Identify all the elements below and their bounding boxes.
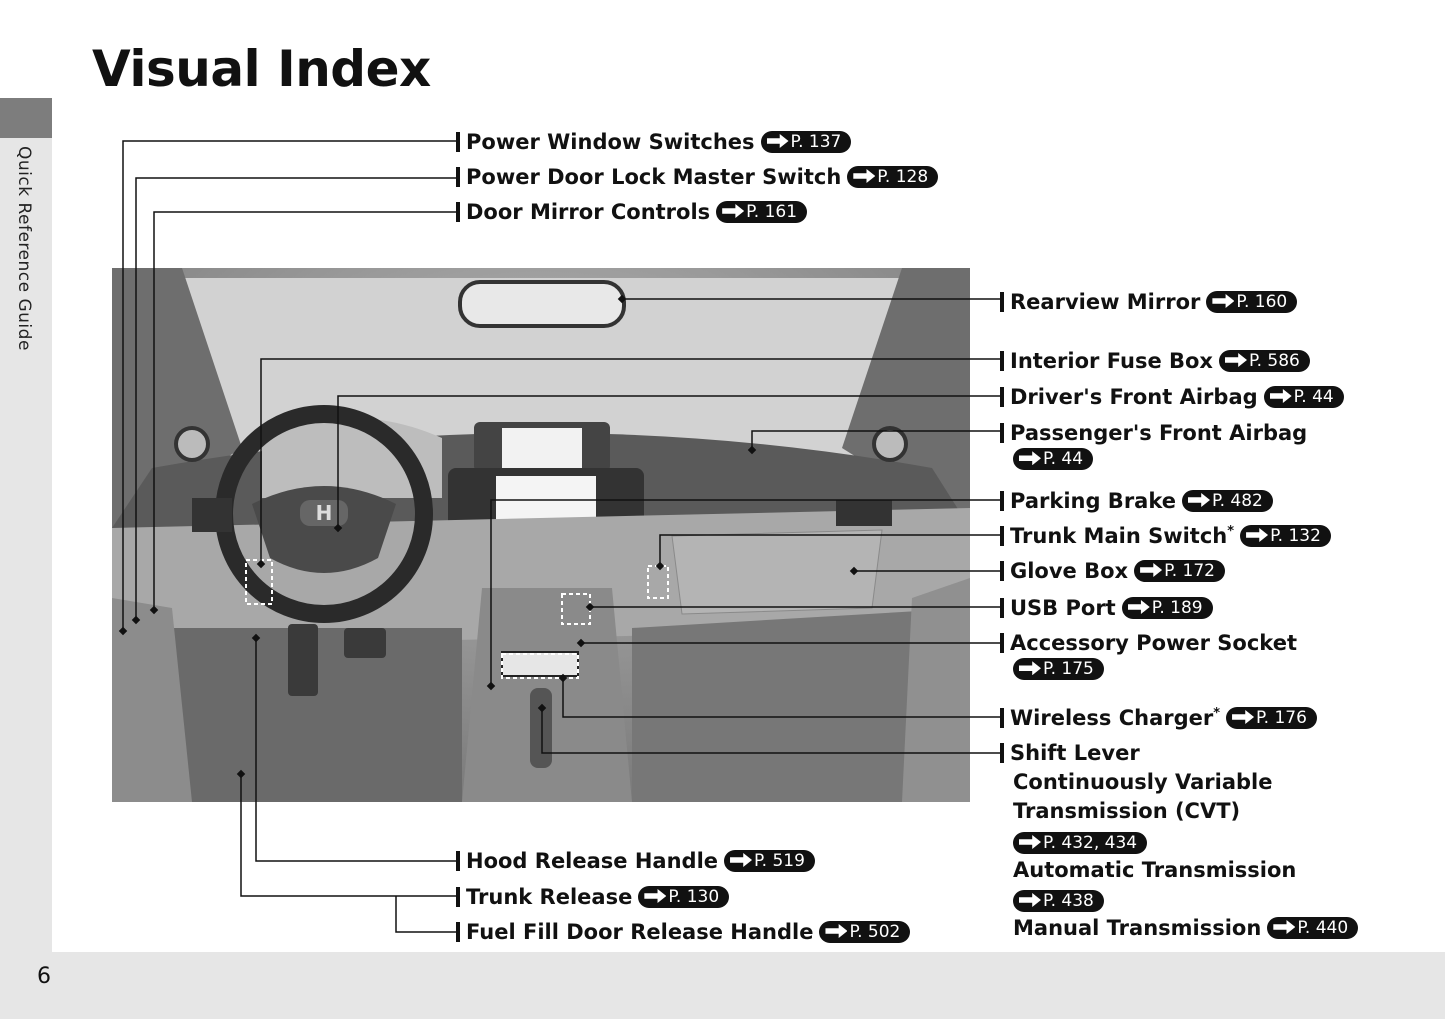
arrow-icon	[1019, 893, 1041, 907]
page-ref-link[interactable]: P. 161	[716, 201, 807, 223]
arrow-icon	[644, 889, 666, 903]
arrow-icon	[1019, 451, 1041, 465]
callout-label: Hood Release Handle	[466, 849, 719, 873]
callout-label: Glove Box	[1010, 559, 1129, 583]
arrow-icon	[767, 134, 789, 148]
callout-accessory-power-socket	[1000, 630, 1297, 683]
callout-hood-release-handle	[456, 848, 815, 874]
arrow-icon	[1246, 528, 1268, 542]
callout-label: Passenger's Front Airbag	[1010, 421, 1308, 445]
callout-trunk-main-switch	[1000, 523, 1331, 549]
brand-logo: H	[315, 501, 333, 525]
callout-label: Interior Fuse Box	[1010, 349, 1213, 373]
callout-rearview-mirror	[1000, 289, 1297, 315]
page-ref-link[interactable]: P. 482	[1182, 490, 1273, 512]
manual-transmission-row	[1013, 914, 1358, 943]
arrow-icon	[730, 853, 752, 867]
arrow-icon	[722, 204, 744, 218]
callout-drivers-front-airbag	[1000, 384, 1344, 410]
page-ref-link[interactable]: P. 44	[1264, 386, 1344, 408]
page-ref-link[interactable]: P. 440	[1267, 917, 1358, 939]
callout-power-door-lock-master-switch	[456, 164, 938, 190]
page-ref-link[interactable]: P. 432, 434	[1013, 832, 1147, 854]
page-ref-link[interactable]: P. 132	[1240, 525, 1331, 547]
cvt-label-line2: Transmission (CVT)	[1013, 799, 1241, 823]
callout-shift-lever	[1000, 740, 1140, 766]
callout-label: USB Port	[1010, 596, 1116, 620]
page-ref-link[interactable]: P. 586	[1219, 350, 1310, 372]
callout-power-window-switches	[456, 129, 851, 155]
callout-label: Wireless Charger	[1010, 706, 1214, 730]
callout-label: Fuel Fill Door Release Handle	[466, 920, 814, 944]
callout-wireless-charger	[1000, 705, 1317, 731]
page-ref-link[interactable]: P. 172	[1134, 560, 1225, 582]
page-ref-link[interactable]: P. 44	[1013, 448, 1093, 470]
arrow-icon	[1270, 389, 1292, 403]
page-ref-link[interactable]: P. 176	[1226, 707, 1317, 729]
footnote-star: *	[1227, 524, 1235, 539]
callout-glove-box	[1000, 558, 1225, 584]
page-ref-link[interactable]: P. 175	[1013, 658, 1104, 680]
callout-label: Accessory Power Socket	[1010, 631, 1297, 655]
callout-fuel-fill-door-release-handle	[456, 919, 910, 945]
page-ref-link[interactable]: P. 160	[1206, 291, 1297, 313]
callout-label: Rearview Mirror	[1010, 290, 1201, 314]
manual-transmission-label: Manual Transmission	[1013, 916, 1262, 940]
callout-trunk-release	[456, 884, 729, 910]
arrow-icon	[1019, 661, 1041, 675]
callout-interior-fuse-box	[1000, 348, 1310, 374]
callout-label: Shift Lever	[1010, 741, 1140, 765]
page-ref-link[interactable]: P. 189	[1122, 597, 1213, 619]
arrow-icon	[1232, 710, 1254, 724]
arrow-icon	[1140, 563, 1162, 577]
cvt-ref-wrapper	[1013, 832, 1147, 854]
page-ref-link[interactable]: P. 130	[638, 886, 729, 908]
page-ref-link[interactable]: P. 438	[1013, 890, 1104, 912]
arrow-icon	[825, 924, 847, 938]
callout-label: Door Mirror Controls	[466, 200, 711, 224]
callout-label: Power Window Switches	[466, 130, 755, 154]
callout-door-mirror-controls	[456, 199, 807, 225]
page-ref-link[interactable]: P. 137	[761, 131, 852, 153]
arrow-icon	[1019, 835, 1041, 849]
callout-label: Power Door Lock Master Switch	[466, 165, 842, 189]
arrow-icon	[1225, 353, 1247, 367]
page-ref-link[interactable]: P. 519	[724, 850, 815, 872]
callout-passengers-front-airbag	[1000, 420, 1307, 473]
page-ref-link[interactable]: P. 502	[819, 921, 910, 943]
page-title: Visual Index	[92, 40, 431, 98]
arrow-icon	[1212, 294, 1234, 308]
callout-parking-brake	[1000, 488, 1273, 514]
arrow-icon	[1128, 600, 1150, 614]
page-number: 6	[37, 964, 51, 989]
cvt-label-line1: Continuously Variable	[1013, 770, 1273, 794]
page-ref-link[interactable]: P. 128	[847, 166, 938, 188]
arrow-icon	[853, 169, 875, 183]
callout-label: Trunk Main Switch	[1010, 524, 1228, 548]
arrow-icon	[1188, 493, 1210, 507]
callout-label: Parking Brake	[1010, 489, 1176, 513]
automatic-transmission-label: Automatic Transmission	[1013, 858, 1297, 882]
arrow-icon	[1273, 920, 1295, 934]
section-label: Quick Reference Guide	[14, 146, 34, 351]
callout-label: Driver's Front Airbag	[1010, 385, 1258, 409]
callout-label: Trunk Release	[466, 885, 633, 909]
callout-usb-port	[1000, 595, 1213, 621]
auto-ref-wrapper	[1013, 890, 1104, 912]
footnote-star: *	[1213, 706, 1221, 721]
